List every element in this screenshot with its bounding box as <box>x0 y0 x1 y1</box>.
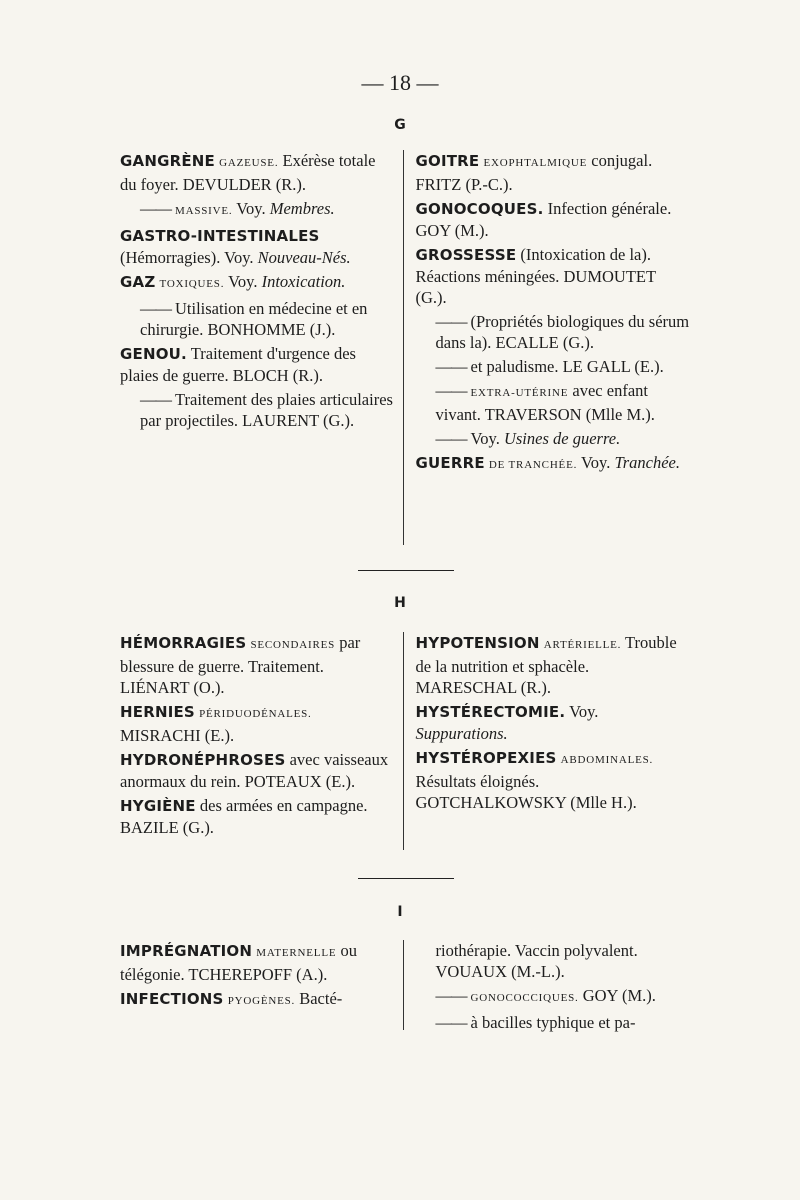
entry-text: à bacilles typhique et pa- <box>470 1013 636 1032</box>
index-entry <box>120 150 395 195</box>
index-entry <box>416 701 691 744</box>
entry-qualifier: PÉRIDUODÉNALES. <box>199 708 312 720</box>
column-right <box>404 940 691 1030</box>
entry-dash: —— <box>140 199 171 218</box>
entry-text: ou télégonie. TCHEREPOFF (A.). <box>120 941 357 984</box>
entry-crossref: Suppurations. <box>415 724 508 743</box>
index-entry <box>416 452 691 476</box>
entry-qualifier: MASSIVE. <box>175 205 233 217</box>
entry-qualifier: TOXIQUES. <box>159 278 225 290</box>
index-entry <box>416 311 691 353</box>
entry-qualifier: GAZEUSE. <box>219 157 279 169</box>
index-entry <box>416 985 691 1009</box>
index-entry <box>416 150 691 195</box>
entry-qualifier: SECONDAIRES <box>250 639 336 651</box>
entry-text: Voy. <box>232 199 270 218</box>
entry-heading: HYSTÉRECTOMIE. <box>415 703 566 721</box>
entry-text: par blessure de guerre. Traitement. LIÉNART (O.). <box>120 633 361 697</box>
entry-text: et paludisme. LE GALL (E.). <box>470 357 664 376</box>
entry-qualifier: EXTRA-UTÉRINE <box>470 387 569 399</box>
index-entry <box>120 271 395 295</box>
entry-dash: —— <box>435 429 467 448</box>
entry-heading: HYGIÈNE <box>120 797 196 815</box>
index-entry <box>416 940 691 982</box>
entry-qualifier: DE TRANCHÉE. <box>488 459 578 471</box>
entry-text: des armées en campagne. BAZILE (G.). <box>120 796 368 837</box>
entry-heading: GANGRÈNE <box>120 152 215 170</box>
entry-text: conjugal. FRITZ (P.-C.). <box>415 151 653 194</box>
entry-qualifier: PYOGÈNES. <box>227 995 296 1007</box>
entry-heading: GROSSESSE <box>415 246 517 264</box>
entry-heading: GONOCOQUES. <box>415 200 544 218</box>
entry-text: avec enfant vivant. TRAVERSON (Mlle M.). <box>435 381 655 424</box>
index-entry <box>120 795 395 838</box>
entry-qualifier: ARTÉRIELLE. <box>543 639 622 651</box>
entry-heading: HERNIES <box>120 703 195 721</box>
entry-dash: —— <box>435 381 467 400</box>
entry-heading: HÉMORRAGIES <box>120 634 247 652</box>
entry-qualifier: ABDOMINALES. <box>560 754 654 766</box>
index-entry <box>120 988 395 1012</box>
section-letter-h: H <box>394 595 406 611</box>
entry-text: Voy. <box>577 453 615 472</box>
entry-text: Bacté- <box>295 989 343 1008</box>
index-entry <box>120 343 395 386</box>
section-rule <box>358 878 454 879</box>
index-entry <box>416 244 691 308</box>
index-entry <box>416 632 691 698</box>
page-number: — 18 — <box>361 70 439 95</box>
entry-heading: GOITRE <box>415 152 480 170</box>
entry-crossref: Intoxication. <box>261 272 346 291</box>
entry-text: Trouble de la nutrition et sphacèle. MARESCHAL (R.). <box>415 633 677 697</box>
entry-qualifier: EXOPHTALMIQUE <box>483 157 588 169</box>
section-rule <box>358 570 454 571</box>
entry-qualifier: GONOCOCCIQUES. <box>470 992 579 1004</box>
entry-dash: —— <box>140 390 171 409</box>
entry-text: (Propriétés biologiques du sérum dans la). ECALLE (G.). <box>435 312 690 352</box>
index-entry <box>120 749 395 792</box>
entry-heading: INFECTIONS <box>120 990 224 1008</box>
column-left <box>120 150 403 545</box>
index-entry <box>416 356 691 377</box>
entry-heading: HYDRONÉPHROSES <box>120 751 286 769</box>
section-g <box>120 150 690 545</box>
entry-dash: —— <box>140 299 171 318</box>
column-right <box>404 150 691 545</box>
section-letter-g: G <box>394 117 406 133</box>
entry-heading: GAZ <box>120 273 156 291</box>
entry-text: riothérapie. Vaccin polyvalent. VOUAUX (M.-L.). <box>435 941 638 981</box>
section-letter-i: I <box>397 904 403 920</box>
entry-text: Utilisation en médecine et en chirurgie. BONHOMME (J.). <box>140 299 368 339</box>
index-entry <box>416 1012 691 1033</box>
column-right <box>404 632 691 850</box>
entry-dash: —— <box>435 1013 467 1032</box>
index-entry <box>120 298 395 340</box>
entry-crossref: Membres. <box>269 199 335 218</box>
entry-dash: —— <box>435 312 467 331</box>
entry-text: Voy. <box>470 429 504 448</box>
entry-crossref: Usines de guerre. <box>503 429 621 448</box>
index-entry <box>416 380 691 425</box>
entry-text: Infection générale. GOY (M.). <box>415 199 672 240</box>
entry-text: (Intoxication de la). Réactions méningées. DUMOUTET (G.). <box>415 245 656 307</box>
entry-text: Exérèse totale du foyer. DEVULDER (R.). <box>120 151 376 194</box>
index-entry <box>416 198 691 241</box>
index-entry <box>416 747 691 813</box>
column-left <box>120 632 403 850</box>
entry-heading: HYPOTENSION <box>415 634 540 652</box>
index-entry <box>416 428 691 449</box>
entry-dash: —— <box>435 986 467 1005</box>
entry-text: GOY (M.). <box>578 986 656 1005</box>
entry-text: (Hémorragies). Voy. <box>120 248 258 267</box>
entry-text: MISRACHI (E.). <box>120 726 235 745</box>
column-left <box>120 940 403 1030</box>
entry-crossref: Nouveau-Nés. <box>257 248 351 267</box>
index-entry <box>120 198 395 222</box>
entry-dash: —— <box>435 357 467 376</box>
entry-text: Traitement des plaies articulaires par projectiles. LAURENT (G.). <box>140 390 393 430</box>
entry-qualifier: MATERNELLE <box>256 947 337 959</box>
entry-crossref: Tranchée. <box>614 453 680 472</box>
entry-heading: HYSTÉROPEXIES <box>415 749 557 767</box>
index-entry <box>120 632 395 698</box>
entry-text: Voy. <box>565 702 599 721</box>
entry-text: avec vaisseaux anormaux du rein. POTEAUX (E.). <box>120 750 389 791</box>
entry-heading: IMPRÉGNATION <box>120 942 253 960</box>
entry-heading: GUERRE <box>415 454 485 472</box>
section-h <box>120 632 690 850</box>
index-entry <box>120 701 395 746</box>
entry-text: Résultats éloignés. GOTCHALKOWSKY (Mlle H.). <box>415 772 637 812</box>
entry-heading: GASTRO-INTESTINALES <box>120 227 320 245</box>
section-i <box>120 940 690 1030</box>
entry-heading: GENOU. <box>120 345 187 363</box>
index-entry <box>120 389 395 431</box>
entry-text: Voy. <box>224 272 262 291</box>
entry-text: Traitement d'urgence des plaies de guerre. BLOCH (R.). <box>120 344 356 385</box>
index-entry <box>120 940 395 985</box>
index-entry <box>120 225 395 268</box>
